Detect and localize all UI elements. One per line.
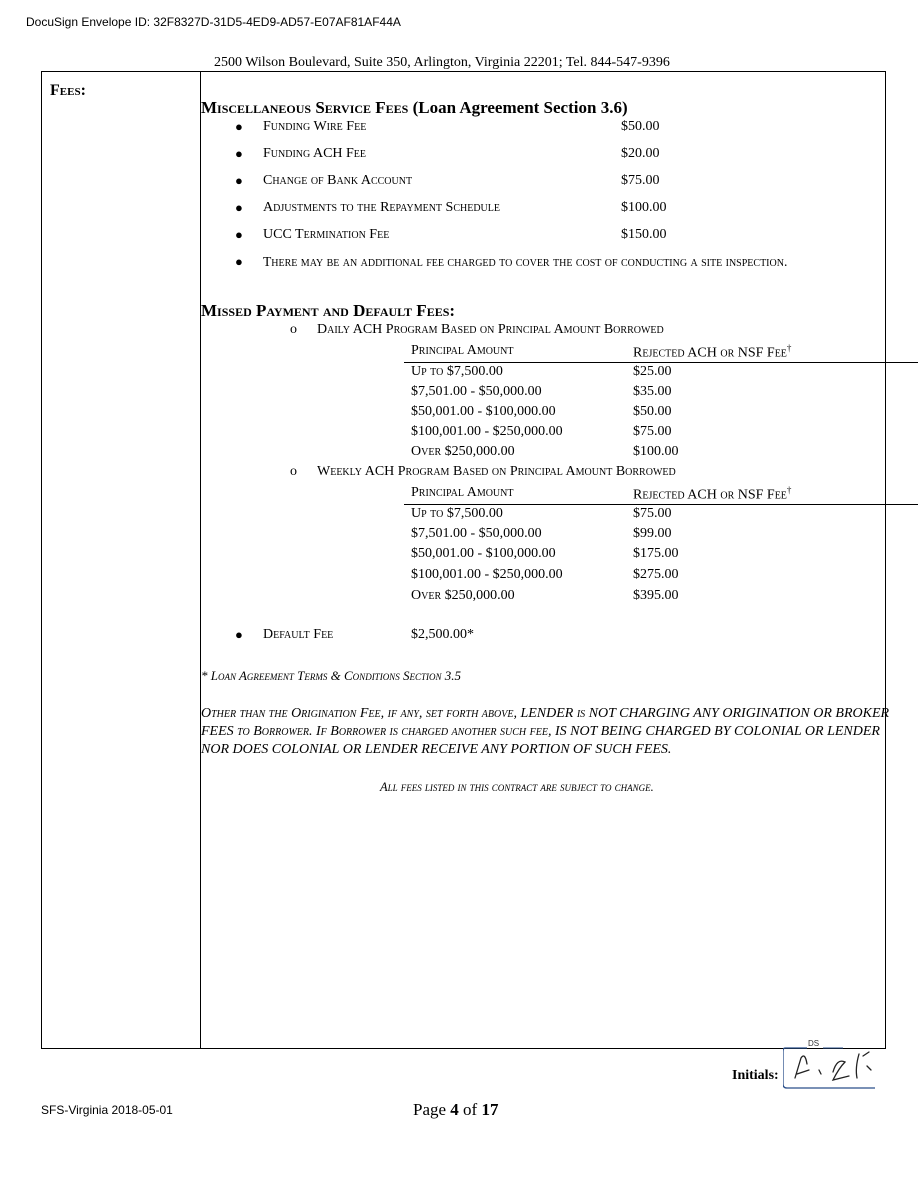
weekly-row-fee: $175.00	[633, 546, 679, 561]
weekly-row-fee: $99.00	[633, 526, 672, 541]
initials-label: Initials:	[732, 1068, 779, 1083]
daily-row-fee: $100.00	[633, 444, 679, 459]
misc-fee-amount: $50.00	[621, 119, 660, 134]
weekly-row-fee: $275.00	[633, 567, 679, 582]
weekly-row-range: $7,501.00 - $50,000.00	[411, 526, 542, 541]
signature-icon	[783, 1044, 875, 1089]
daily-row-range: $7,501.00 - $50,000.00	[411, 384, 542, 399]
circle-bullet-icon: o	[290, 464, 297, 479]
daily-row-fee: $75.00	[633, 424, 672, 439]
bullet-icon: ●	[235, 119, 243, 134]
bullet-icon: ●	[235, 627, 243, 642]
initials-signature-box	[783, 1039, 875, 1089]
fees-label: Fees:	[50, 82, 86, 99]
missed-payment-heading: Missed Payment and Default Fees:	[201, 301, 456, 320]
misc-fee-amount: $100.00	[621, 200, 667, 215]
misc-fees-heading-section: (Loan Agreement Section 3.6)	[408, 98, 628, 117]
disclaimer-part: LENDER	[520, 706, 574, 721]
disclaimer-part: IS NOT BEING CHARGED BY COLONIAL OR LENDER NOR DOES COLONIAL OR LENDER RECEIVE ANY PORTION OF SUCH FEES.	[201, 724, 880, 757]
page-number	[413, 1100, 498, 1120]
origination-disclaimer	[201, 705, 891, 759]
form-version: SFS-Virginia 2018-05-01	[41, 1103, 173, 1117]
bullet-icon: ●	[235, 254, 243, 269]
bullet-icon: ●	[235, 200, 243, 215]
daily-program-text: Daily ACH Program Based on Principal Amount Borrowed	[317, 322, 664, 337]
weekly-col-fee	[633, 485, 791, 504]
weekly-row-range: $50,001.00 - $100,000.00	[411, 546, 556, 561]
misc-fee-label: UCC Termination Fee	[263, 227, 390, 242]
disclaimer-part: is	[573, 706, 589, 721]
weekly-row-range: $100,001.00 - $250,000.00	[411, 567, 563, 582]
daily-row-fee: $50.00	[633, 404, 672, 419]
site-inspection-text: There may be an additional fee charged to cover the cost of conducting a site inspection.	[263, 254, 788, 269]
daily-col-fee-text: Rejected ACH or NSF Fee	[633, 345, 787, 361]
disclaimer-part: Other than the Origination Fee, if any, set forth above,	[201, 706, 521, 721]
misc-fees-heading	[201, 98, 628, 118]
bullet-icon: ●	[235, 146, 243, 161]
dagger-mark: †	[786, 343, 792, 353]
misc-fees-heading-main: Miscellaneous Service Fees	[201, 98, 409, 117]
page-mid: of	[458, 1100, 482, 1119]
bullet-icon: ●	[235, 173, 243, 188]
daily-row-range: $50,001.00 - $100,000.00	[411, 404, 556, 419]
disclaimer-part: NOT CHARGING ANY ORIGINATION OR BROKER FEES	[201, 706, 890, 739]
default-fee-amount: $2,500.00*	[411, 627, 474, 642]
docusign-envelope-id: DocuSign Envelope ID: 32F8327D-31D5-4ED9-AD57-E07AF81AF44A	[26, 15, 401, 29]
misc-fee-label: Adjustments to the Repayment Schedule	[263, 200, 500, 215]
daily-row-fee: $35.00	[633, 384, 672, 399]
dagger-mark: †	[786, 485, 792, 495]
weekly-row-fee: $75.00	[633, 506, 672, 521]
misc-fee-amount: $20.00	[621, 146, 660, 161]
page-prefix: Page	[413, 1100, 451, 1119]
daily-col-fee	[633, 343, 791, 362]
bullet-icon: ●	[235, 227, 243, 242]
weekly-row-fee: $395.00	[633, 588, 679, 603]
circle-bullet-icon: o	[290, 322, 297, 337]
ds-tag: DS	[808, 1039, 820, 1048]
weekly-row-range: Over $250,000.00	[411, 588, 515, 603]
misc-fee-label: Change of Bank Account	[263, 173, 413, 188]
daily-row-range: Up to $7,500.00	[411, 364, 503, 379]
misc-fee-amount: $75.00	[621, 173, 660, 188]
weekly-program-text: Weekly ACH Program Based on Principal Amount Borrowed	[317, 464, 676, 479]
column-divider	[200, 71, 201, 1048]
page-current: 4	[450, 1100, 459, 1119]
weekly-header-rule	[404, 504, 918, 505]
daily-col-principal: Principal Amount	[411, 343, 514, 358]
page-total: 17	[481, 1100, 499, 1119]
misc-fee-amount: $150.00	[621, 227, 667, 242]
default-fee-label: Default Fee	[263, 627, 334, 642]
daily-row-range: Over $250,000.00	[411, 444, 515, 459]
daily-row-range: $100,001.00 - $250,000.00	[411, 424, 563, 439]
daily-header-rule	[404, 362, 918, 363]
disclaimer-part: to Borrower. If Borrower is charged another such fee,	[233, 724, 555, 739]
misc-fee-label: Funding Wire Fee	[263, 119, 367, 134]
address-line: 2500 Wilson Boulevard, Suite 350, Arlington, Virginia 22201; Tel. 844-547-9396	[214, 55, 670, 70]
daily-row-fee: $25.00	[633, 364, 672, 379]
weekly-col-principal: Principal Amount	[411, 485, 514, 500]
misc-fee-label: Funding ACH Fee	[263, 146, 367, 161]
weekly-row-range: Up to $7,500.00	[411, 506, 503, 521]
weekly-col-fee-text: Rejected ACH or NSF Fee	[633, 487, 787, 503]
subject-to-change-note: All fees listed in this contract are subject to change.	[380, 780, 654, 794]
loan-agreement-footnote: * Loan Agreement Terms & Conditions Section 3.5	[201, 668, 461, 683]
